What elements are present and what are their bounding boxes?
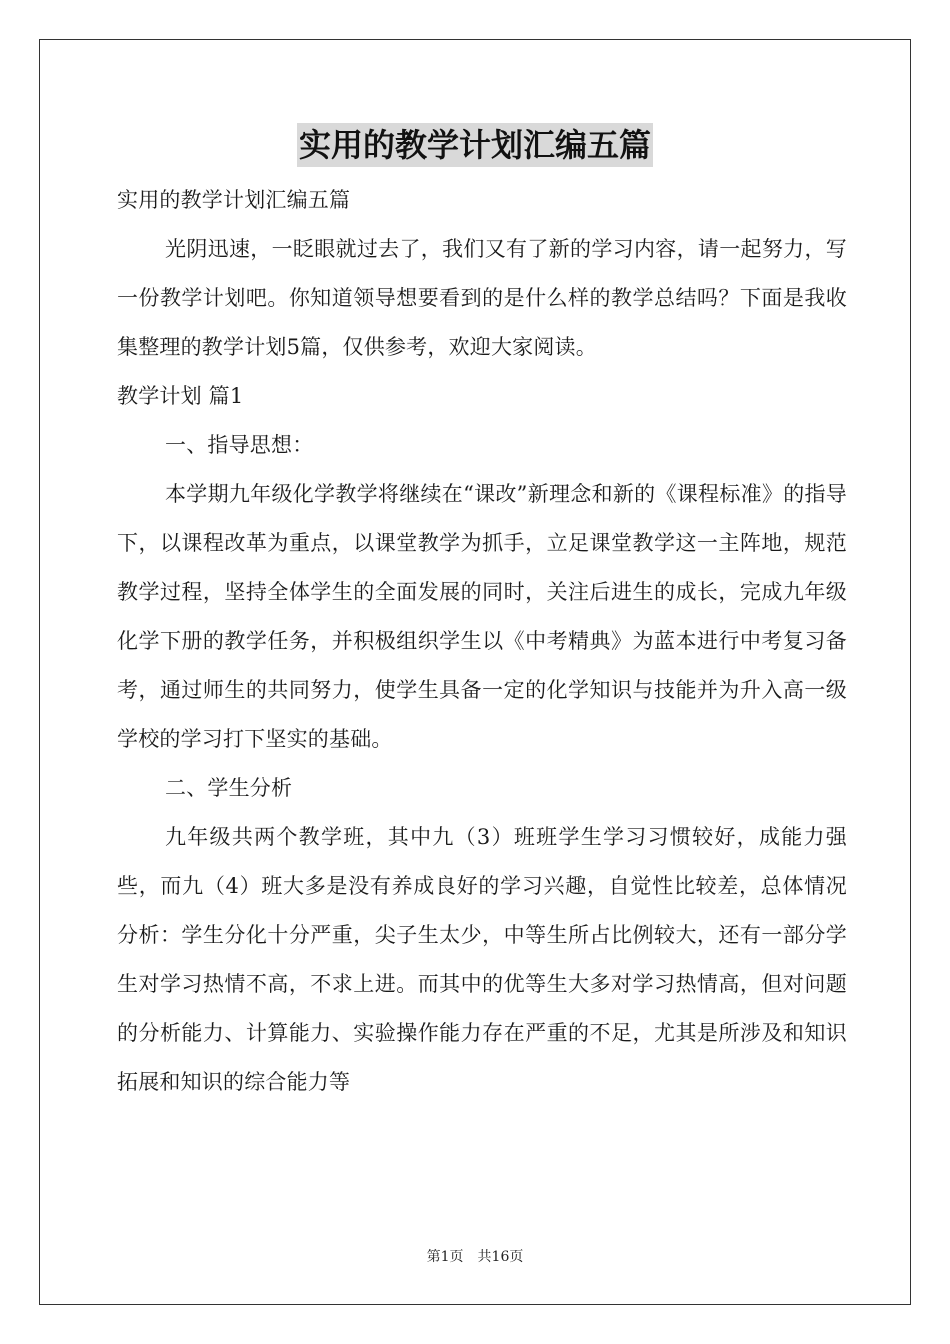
document-body <box>117 176 847 1107</box>
student-analysis-paragraph: 九年级共两个教学班，其中九（3）班班学生学习习惯较好，成能力强些，而九（4）班大多是没有养成良好的学习兴趣，自觉性比较差，总体情况分析：学生分化十分严重，尖子生太少，中等生所占比例较大，还有一部分学生对学习热情不高，不求上进。而其中的优等生大多对学习热情高，但对问题的分析能力、计算能力、实验操作能力存在严重的不足，尤其是所涉及和知识拓展和知识的综合能力等 <box>117 825 847 1094</box>
subtitle-paragraph: 实用的教学计划汇编五篇 <box>117 188 351 212</box>
title-container <box>0 123 950 167</box>
page-footer <box>0 1246 950 1266</box>
page-number: 第1页 共16页 <box>426 1249 524 1265</box>
document-title: 实用的教学计划汇编五篇 <box>297 123 653 167</box>
guiding-thought-paragraph: 本学期九年级化学教学将继续在“课改”新理念和新的《课程标准》的指导下，以课程改革为重点，以课堂教学为抓手，立足课堂教学这一主阵地，规范教学过程，坚持全体学生的全面发展的同时，关注后进生的成长，完成九年级化学下册的教学任务，并积极组织学生以《中考精典》为蓝本进行中考复习备考，通过师生的共同努力，使学生具备一定的化学知识与技能并为升入高一级学校的学习打下坚实的基础。 <box>117 482 847 751</box>
intro-paragraph: 光阴迅速，一眨眼就过去了，我们又有了新的学习内容，请一起努力，写一份教学计划吧。你知道领导想要看到的是什么样的教学总结吗？下面是我收集整理的教学计划5篇，仅供参考，欢迎大家阅读。 <box>117 237 847 359</box>
section-heading: 教学计划 篇1 <box>117 384 244 408</box>
subheading-guiding-thought: 一、指导思想： <box>165 433 314 457</box>
subheading-student-analysis: 二、学生分析 <box>165 776 293 800</box>
